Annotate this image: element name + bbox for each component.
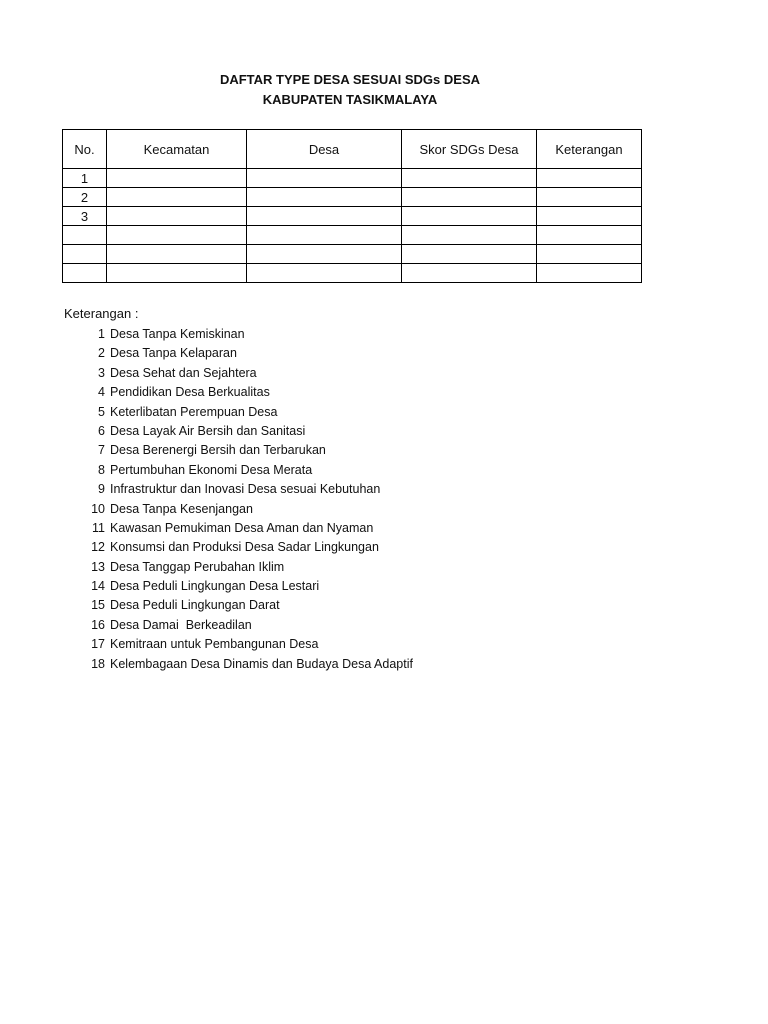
note-text: Desa Tanpa Kesenjangan	[110, 501, 253, 516]
cell-keterangan	[537, 207, 642, 226]
table-row	[63, 226, 642, 245]
document-subtitle: KABUPATEN TASIKMALAYA	[262, 92, 438, 107]
note-number: 6	[98, 423, 105, 438]
cell-no: 3	[63, 207, 107, 226]
list-item	[64, 616, 413, 635]
cell-kecamatan	[107, 207, 247, 226]
note-text: Desa Peduli Lingkungan Darat	[110, 598, 280, 613]
table-body	[63, 169, 642, 283]
list-item	[64, 364, 413, 383]
document-title: DAFTAR TYPE DESA SESUAI SDGs DESA	[219, 72, 481, 87]
cell-desa	[247, 169, 402, 188]
header-no: No.	[63, 130, 107, 169]
note-number: 3	[98, 365, 105, 380]
list-item	[64, 596, 413, 615]
note-number: 14	[91, 579, 105, 594]
cell-desa	[247, 264, 402, 283]
note-number: 8	[98, 462, 105, 477]
table-row	[63, 264, 642, 283]
note-text: Desa Tanpa Kemiskinan	[110, 327, 245, 341]
note-number: 16	[91, 617, 105, 632]
cell-skor	[402, 169, 537, 188]
list-item	[64, 538, 413, 557]
note-text: Kelembagaan Desa Dinamis dan Budaya Desa Adaptif	[110, 656, 413, 671]
note-text: Pertumbuhan Ekonomi Desa Merata	[110, 462, 313, 477]
note-number: 12	[91, 540, 105, 555]
note-text: Keterlibatan Perempuan Desa	[110, 404, 278, 419]
list-item	[64, 480, 413, 499]
list-item	[64, 383, 413, 402]
cell-kecamatan	[107, 169, 247, 188]
table-header-row	[63, 130, 642, 169]
list-item	[64, 403, 413, 422]
cell-kecamatan	[107, 226, 247, 245]
note-number: 2	[98, 346, 105, 361]
table-row	[63, 188, 642, 207]
list-item	[64, 441, 413, 460]
notes-heading: Keterangan :	[64, 306, 139, 321]
note-number: 1	[98, 327, 105, 341]
note-number: 4	[98, 385, 105, 400]
cell-kecamatan	[107, 264, 247, 283]
note-text: Desa Tanpa Kelaparan	[110, 346, 237, 361]
table-row	[63, 169, 642, 188]
cell-no	[63, 226, 107, 245]
note-text: Kawasan Pemukiman Desa Aman dan Nyaman	[110, 520, 374, 535]
cell-no	[63, 264, 107, 283]
notes-list	[64, 325, 413, 674]
note-text: Kemitraan untuk Pembangunan Desa	[110, 637, 319, 652]
note-text: Infrastruktur dan Inovasi Desa sesuai Kebutuhan	[110, 482, 381, 497]
cell-no: 1	[63, 169, 107, 188]
header-desa: Desa	[247, 130, 402, 169]
cell-keterangan	[537, 226, 642, 245]
cell-skor	[402, 188, 537, 207]
note-text: Desa Damai Berkeadilan	[110, 617, 252, 632]
note-number: 9	[98, 482, 105, 497]
cell-keterangan	[537, 188, 642, 207]
note-number: 11	[92, 520, 105, 535]
note-text: Desa Sehat dan Sejahtera	[110, 365, 257, 380]
note-text: Desa Tanggap Perubahan Iklim	[110, 559, 285, 574]
note-number: 5	[98, 404, 105, 419]
cell-desa	[247, 245, 402, 264]
cell-desa	[247, 207, 402, 226]
note-number: 17	[91, 637, 105, 652]
note-text: Pendidikan Desa Berkualitas	[110, 385, 270, 400]
list-item	[64, 500, 413, 519]
cell-desa	[247, 188, 402, 207]
cell-no	[63, 245, 107, 264]
cell-desa	[247, 226, 402, 245]
cell-skor	[402, 245, 537, 264]
note-number: 18	[91, 656, 105, 671]
list-item	[64, 461, 413, 480]
header-skor: Skor SDGs Desa	[402, 130, 537, 169]
cell-keterangan	[537, 264, 642, 283]
cell-kecamatan	[107, 245, 247, 264]
header-kecamatan: Kecamatan	[107, 130, 247, 169]
list-item	[64, 519, 413, 538]
header-keterangan: Keterangan	[537, 130, 642, 169]
list-item	[64, 344, 413, 363]
note-text: Desa Berenergi Bersih dan Terbarukan	[110, 443, 326, 458]
cell-skor	[402, 226, 537, 245]
cell-keterangan	[537, 245, 642, 264]
note-text: Desa Peduli Lingkungan Desa Lestari	[110, 579, 320, 594]
village-table	[62, 129, 642, 283]
cell-skor	[402, 207, 537, 226]
list-item	[64, 635, 413, 654]
note-text: Desa Layak Air Bersih dan Sanitasi	[110, 423, 306, 438]
cell-keterangan	[537, 169, 642, 188]
list-item	[64, 558, 413, 577]
cell-no: 2	[63, 188, 107, 207]
note-number: 13	[91, 559, 105, 574]
note-text: Konsumsi dan Produksi Desa Sadar Lingkungan	[110, 540, 379, 555]
table-row	[63, 245, 642, 264]
table-row	[63, 207, 642, 226]
note-number: 15	[91, 598, 105, 613]
cell-skor	[402, 264, 537, 283]
cell-kecamatan	[107, 188, 247, 207]
note-number: 7	[98, 443, 105, 458]
list-item	[64, 577, 413, 596]
list-item	[64, 422, 413, 441]
list-item	[64, 655, 413, 674]
note-number: 10	[91, 501, 105, 516]
list-item	[64, 325, 413, 344]
